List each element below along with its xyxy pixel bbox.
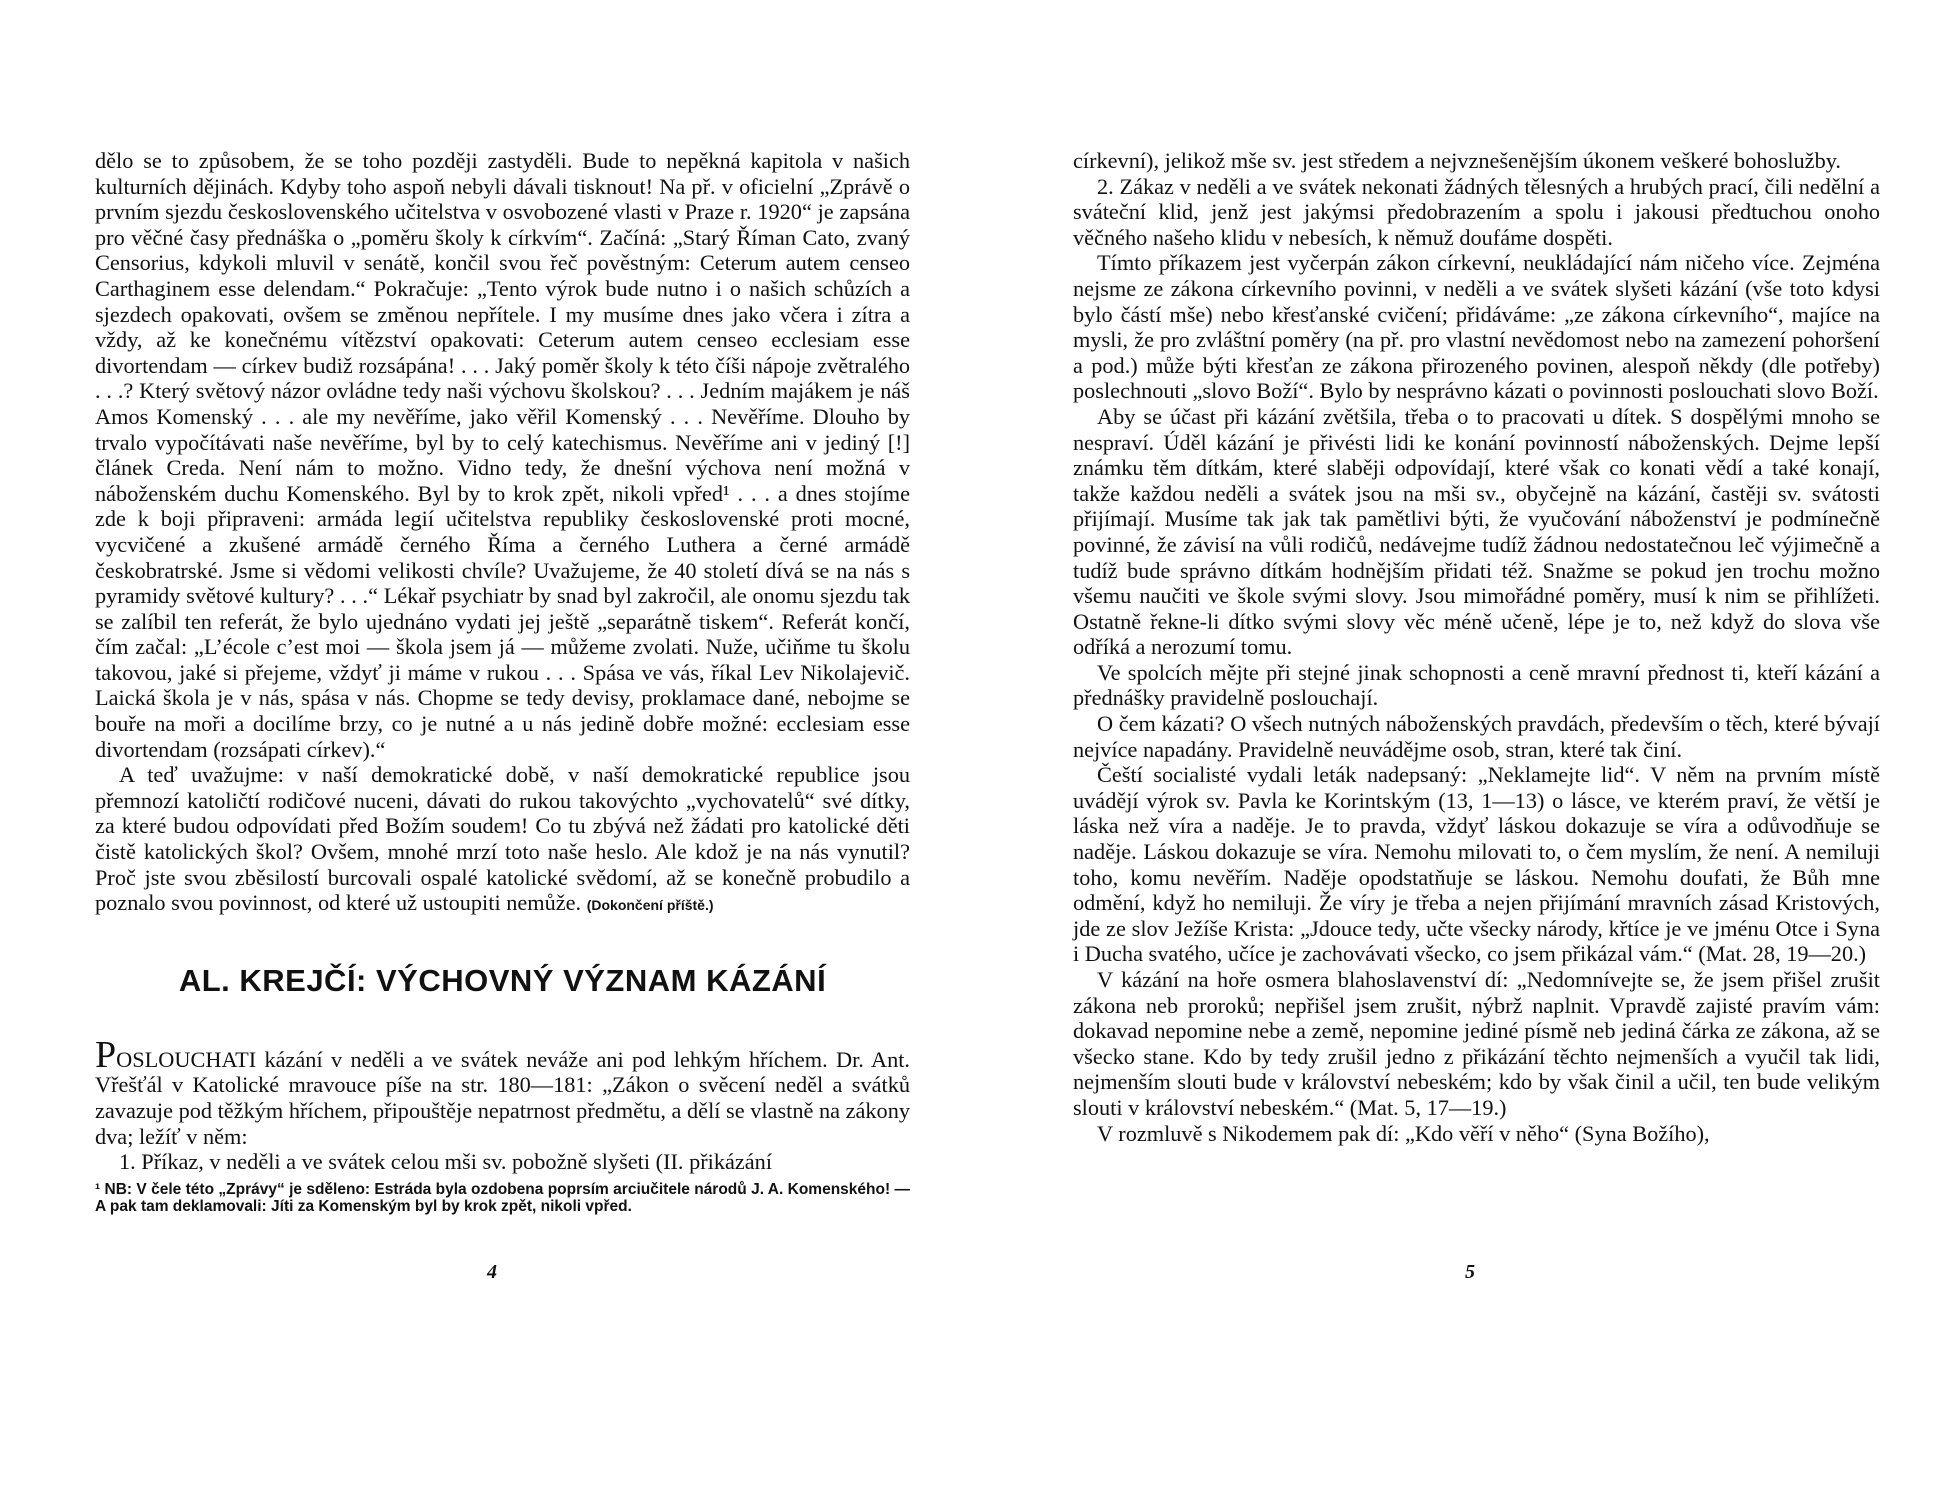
right-paragraph-5: Ve spolcích mějte při stejné jinak schopnosti a ceně mravní přednost ti, kteří kázání a přednášky pravidelně poslouchají.: [1073, 659, 1880, 711]
right-paragraph-4: Aby se účast při kázání zvětšila, třeba o to pracovati u dítek. S dospělými mnoho se nespraví. Úděl kázání je přivésti lidi ke konání povinností náboženských. Dejme lepší známku těm dítkám, které slaběji odpovídají, které však co konati vědí a také konají, takže každou neděli a svátek jsou na mši sv., obyčejně na kázání, častěji sv. svátosti přijímají. Musíme tak jak tak pamětlivi býti, že vyučování náboženství je podmínečně povinné, že závisí na vůli rodičů, nedávejme tudíž žádnou nedostatečnou leč výjimečně a tudíž bude správno dítkám hodnějším přidati též. Snažme se pokud jen trochu možno všemu naučiti ve škole svými slovy. Jsou mimořádné poměry, musí k nim se přihlížeti. Ostatně řekne-li dítko svými slovy věc méně učeně, lépe je to, než když do slova vše odříká a nerozumí tomu.: [1073, 403, 1880, 660]
drop-cap: P: [95, 1033, 117, 1076]
right-paragraph-3: Tímto příkazem jest vyčerpán zákon církevní, neukládající nám ničeho více. Zejména nejsme ze zákona církevního povinni, v neděli a ve svátek slyšeti kázání (vše toto kdysi bylo částí mše) nebo křesťanské cvičení; přidáváme: „ze zákona církevního“, majíce na mysli, že pro zvláštní poměry (na př. pro vlastní nevědomost nebo na zamezení pohoršení a pod.) může býti křesťan ze zákona přirozeného povinen, alespoň někdy (dle potřeby) poslechnouti „slovo Boží“. Bylo by nesprávno kázati o povinnosti poslouchati slovo Boží.: [1073, 250, 1880, 404]
left-paragraph-4: 1. Příkaz, v neděli a ve svátek celou mši sv. pobožně slyšeti (II. přikázání: [119, 1149, 773, 1175]
footnote: ¹ NB: V čele této „Zprávy“ je sděleno: Estráda byla ozdobena poprsím arciučitele národů J. A. Komenského! — A pak tam deklamovali: Jíti za Komenským byl by krok zpět, nikoli vpřed.: [95, 1180, 910, 1216]
left-paragraph-3-text: OSLOUCHATI kázání v neděli a ve svátek neváže ani pod lehkým hříchem. Dr. Ant. Vřešťál v Katolické mravouce píše na str. 180—181: „Zákon o svěcení neděl a svátků zavazuje pod těžkým hříchem, připouštěje nepatrnost předmětu, a dělí se vlastně na zákony dva; ležíť v něm:: [95, 1046, 910, 1149]
right-paragraph-9: V rozmluvě s Nikodemem pak dí: „Kdo věří v něho“ (Syna Božího),: [1097, 1120, 1710, 1146]
right-paragraph-6: O čem kázati? O všech nutných náboženských pravdách, především o těch, které bývají nejvíce napadány. Pravidelně neuvádějme osob, stran, které tak činí.: [1073, 711, 1880, 762]
right-paragraph-1: církevní), jelikož mše sv. jest středem a nejvznešenějším úkonem veškeré bohoslužby.: [1073, 148, 1841, 173]
right-page: [1073, 148, 1880, 1146]
right-paragraph-8: V kázání na hoře osmera blahoslavenství dí: „Nedomnívejte se, že jsem přišel zrušit zákona neb proroků; nepřišel jsem zrušit, nýbrž naplnit. Vpravdě zajisté pravím vám: dokavad nepomine nebe a země, nepomine jediné písmě neb jediná čárka ze zákona, až se všecko stane. Kdo by tedy zrušil jedno z přikázání těchto nejmenších a vyučil tak lidi, nejmenším slouti bude v království nebeském; kdo by však činil a učil, ten bude velikým slouti v království nebeském.“ (Mat. 5, 17—19.): [1073, 967, 1880, 1120]
left-paragraph-1: dělo se to způsobem, že se toho později zastyděli. Bude to nepěkná kapitola v našich kulturních dějinách. Kdyby toho aspoň nebyli dávali tisknout! Na př. v oficielní „Zprávě o prvním sjezdu československého učitelstva v osvobozené vlasti v Praze r. 1920“ je zapsána pro věčné časy přednáška o „poměru školy k církvím“. Začíná: „Starý Říman Cato, zvaný Censorius, kdykoli mluvil v senátě, končil svou řeč pověstným: Ceterum autem censeo Carthaginem esse delendam.“ Pokračuje: „Tento výrok bude nutno i o našich schůzích a sjezdech opakovati, ovšem se změnou nepřítele. I my musíme dnes jako včera i zítra a vždy, až ke konečnému vítězství opakovati: Ceterum autem censeo ecclesiam esse divortendam — církev budiž rozsápána! . . . Jaký poměr školy k této číši nápoje zvětralého . . .? Který světový názor ovládne tedy naši výchovu školskou? . . . Jedním majákem je náš Amos Komenský . . . ale my nevěříme, jako věřil Komenský . . . Nevěříme. Dlouho by trvalo vypočítávati naše nevěříme, byl by to celý katechismus. Nevěříme ani v jediný [!] článek Creda. Není nám to možno. Vidno tedy, že dnešní výchova není možná v náboženském duchu Komenského. Byl by to krok zpět, nikoli vpřed¹ . . . a dnes stojíme zde k boji připraveni: armáda legií učitelstva republiky československé proti mocné, vycvičené a zkušené armádě černého Říma a černého Luthera a černé armádě českobratrské. Jsme si vědomi velikosti chvíle? Uvažujeme, že 40 století dívá se na nás s pyramidy světové kultury? . . .“ Lékař psychiatr by snad byl zakročil, ale onomu sjezdu tak se zalíbil ten referát, že bylo ujednáno vydati jej ještě „separátně tiskem“. Referát končí, čím začal: „L’école c’est moi — škola jsem já — můžeme zvolati. Nuže, učiňme tu školu takovou, jaké si přejeme, vždyť ji máme v rukou . . . Spása ve vás, říkal Lev Nikolajevič. Laická škola je v nás, spása v nás. Chopme se tedy devisy, proklamace dané, nebojme se bouře na moři a docilíme brzy, co je nutné a u nás jedině dobře možné: ecclesiam esse divortendam (rozsápati církev).“: [95, 148, 910, 762]
page-number-right: 5: [1465, 1261, 1475, 1283]
left-paragraph-2: [95, 762, 910, 919]
left-page: [95, 148, 910, 1216]
page-number-left: 4: [487, 1261, 497, 1283]
article-heading: AL. KREJČÍ: VÝCHOVNÝ VÝZNAM KÁZÁNÍ: [178, 962, 827, 998]
left-paragraph-3: [95, 1033, 910, 1149]
right-paragraph-2: 2. Zákaz v neděli a ve svátek nekonati žádných tělesných a hrubých prací, čili nedělní a sváteční klid, jenž jest jakýmsi předobrazením a spolu i jakousi předtuchou onoho věčného našeho klidu v nebesích, k němuž doufáme dospěti.: [1073, 173, 1880, 250]
left-paragraph-2-text: A teď uvažujme: v naší demokratické době, v naší demokratické republice jsou přemnozí katoličtí rodičové nuceni, dávati do rukou takovýchto „vychovatelů“ své dítky, za které budou odpovídati před Božím soudem! Co tu zbývá než žádati pro katolické děti čistě katolických škol? Ovšem, mnohé mrzí toto naše heslo. Ale kdož je na nás vynutil? Proč jste svou zběsilostí burcovali ospalé katolické svědomí, až se konečně probudilo a poznalo svou povinnost, od které už ustoupiti nemůže.: [95, 762, 910, 916]
right-paragraph-7: Čeští socialisté vydali leták nadepsaný: „Neklamejte lid“. V něm na prvním místě uvádějí výrok sv. Pavla ke Korintským (13, 1—13) o lásce, ve kterém praví, že větší je láska než víra a naděje. Je to pravda, vždyť láskou dokazuje se víra a odůvodňuje se naděje. Láskou dokazuje se víra. Nemohu milovati to, o čem myslím, že není. A nemiluji toho, komu nevěřím. Naděje opodstatňuje se láskou. Nemohu doufati, že Bůh mne odmění, když ho nemiluji. Že víry je třeba a nejen přijímání mravních zásad Kristových, jde ze slov Ježíše Krista: „Jdouce tedy, učte všecky národy, křtíce je ve jménu Otce i Syna i Ducha svatého, učíce je zachovávati všecko, co jsem přikázal vám.“ (Mat. 28, 19—20.): [1073, 762, 1880, 967]
continued-note: (Dokončení příště.): [586, 897, 714, 914]
